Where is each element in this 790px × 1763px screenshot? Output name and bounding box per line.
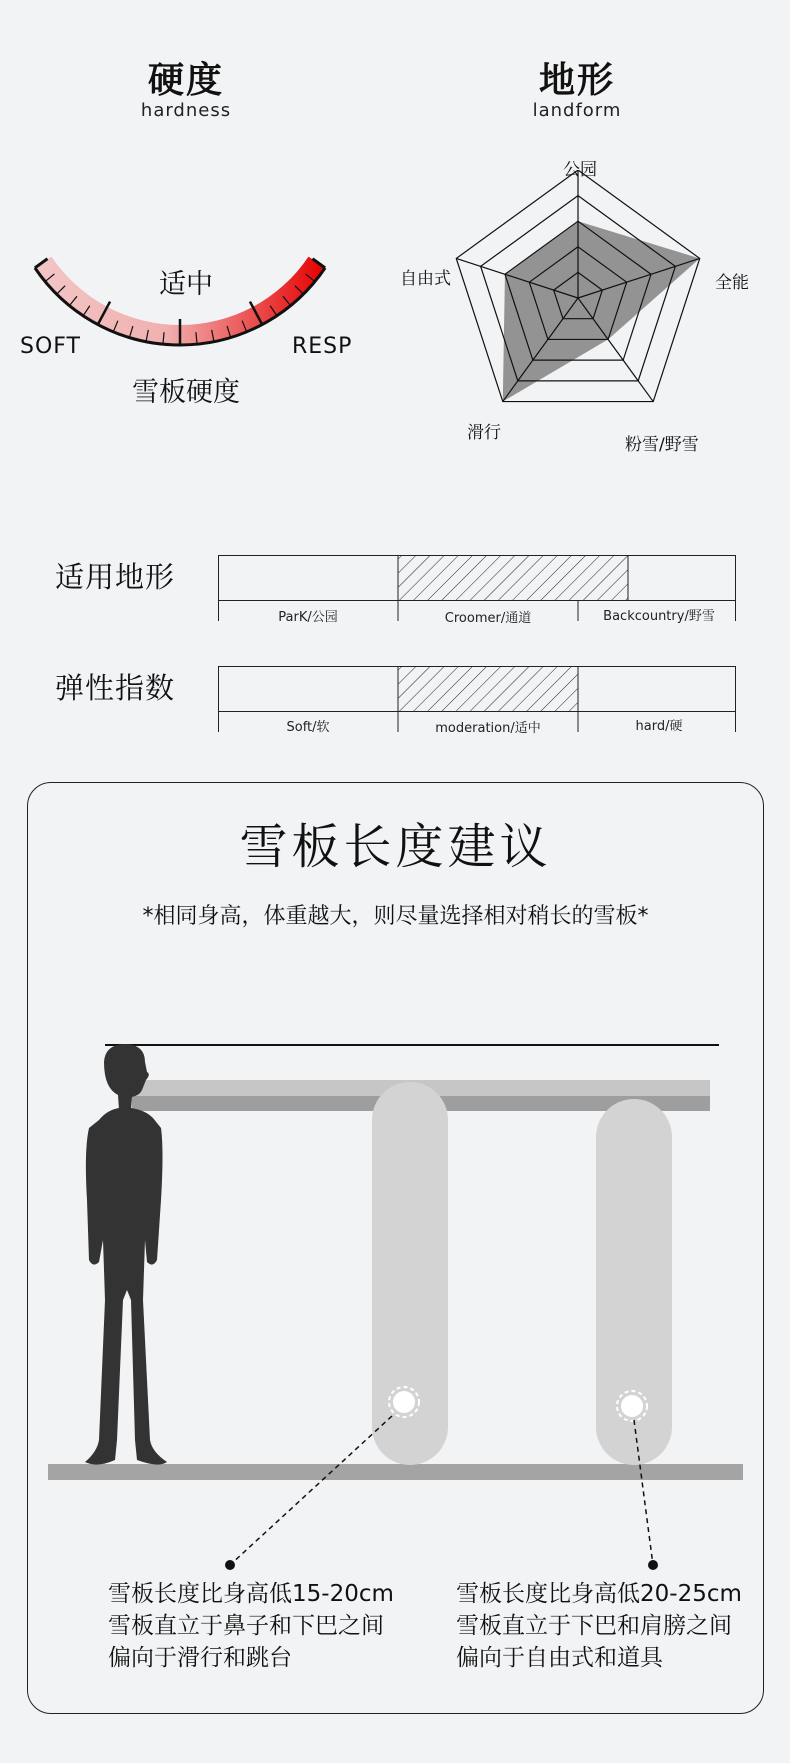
binding-marker-right-dot [621,1395,643,1417]
hardness-subtitle: hardness [140,100,232,121]
flex-cell-soft: Soft/软 [286,720,330,735]
radar-label-freestyle: 自由式 [400,269,451,289]
radar-value-area [503,221,700,401]
size-illustration [27,1000,764,1580]
callout-line-left [230,1416,392,1565]
gauge-resp-label: RESP [292,334,353,359]
note-right [456,1578,756,1674]
note-left-line-2: 雪板直立于鼻子和下巴之间 [108,1613,384,1639]
note-left-line-3: 偏向于滑行和跳台 [108,1645,292,1671]
terrain-cell-groomer: Croomer/通道 [444,611,532,626]
note-right-line-2: 雪板直立于下巴和肩膀之间 [456,1613,732,1639]
flex-cell-hard: hard/硬 [635,719,683,734]
flex-cell-moderation: moderation/适中 [435,721,541,736]
card-subtitle: *相同身高，体重越大，则尽量选择相对稍长的雪板* [142,904,649,929]
terrain-selected-range [398,556,628,601]
hardness-caption: 雪板硬度 [132,377,240,408]
landform-title: 地形 [538,60,615,101]
binding-marker-left-dot [393,1391,415,1413]
card-title: 雪板长度建议 [239,819,552,875]
hardness-title: 硬度 [147,60,224,101]
note-right-line-3: 偏向于自由式和道具 [456,1645,663,1671]
callout-dot-right [648,1560,658,1570]
flex-selected-range [398,667,578,712]
radar-label-powder: 粉雪/野雪 [625,435,699,455]
flex-bar-title: 弹性指数 [55,671,176,705]
radar-label-allround: 全能 [715,273,749,293]
terrain-bar-title: 适用地形 [55,560,176,594]
note-left-line-1: 雪板长度比身高低15-20cm [108,1581,394,1607]
terrain-cell-park: ParK/公园 [278,610,338,625]
callout-dot-left [225,1560,235,1570]
landform-subtitle: landform [532,100,622,121]
gauge-soft-label: SOFT [20,334,81,359]
landform-radar [440,170,720,440]
radar-label-park: 公园 [563,160,597,180]
terrain-cell-backcountry: Backcountry/野雪 [603,609,715,624]
gauge-center-label: 适中 [159,269,213,300]
ground-bar [48,1464,743,1480]
note-right-line-1: 雪板长度比身高低20-25cm [456,1581,742,1607]
note-left [108,1578,428,1674]
radar-label-carving: 滑行 [467,423,501,443]
